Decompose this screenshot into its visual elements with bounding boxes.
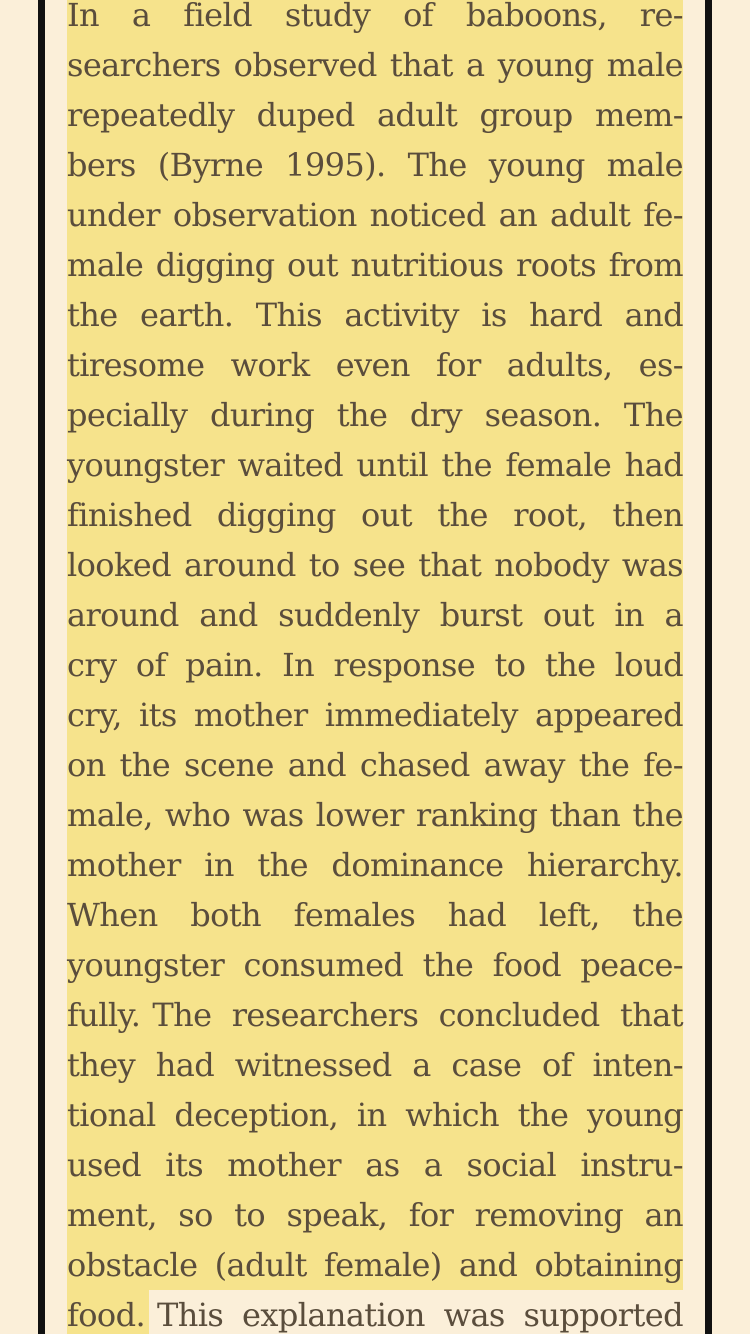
text-line[interactable]: finished digging out the root, then [67,490,683,540]
text-line[interactable]: mother in the dominance hierarchy. [67,840,683,890]
passage-text[interactable] [67,0,683,1334]
highlight-end-segment[interactable]: fully. [67,990,144,1040]
text-line[interactable]: obstacle (adult female) and obtaining [67,1240,683,1290]
text-line[interactable]: repeatedly duped adult group mem- [67,90,683,140]
text-line[interactable]: under observation noticed an adult fe- [67,190,683,240]
text-line[interactable]: youngster waited until the female had [67,440,683,490]
left-frame-border [38,0,45,1334]
text-line[interactable]: looked around to see that nobody was [67,540,683,590]
text-line[interactable]: tional deception, in which the young [67,1090,683,1140]
text-line[interactable]: the earth. This activity is hard and [67,290,683,340]
text-line[interactable]: In a field study of baboons, re- [67,0,683,40]
text-line[interactable]: cry, its mother immediately appeared [67,690,683,740]
text-line[interactable]: searchers observed that a young male [67,40,683,90]
text-line[interactable]: tiresome work even for adults, es- [67,340,683,390]
reader-page[interactable] [45,0,705,1334]
right-frame-border [705,0,712,1334]
text-line-highlight-break[interactable] [67,990,683,1040]
text-line[interactable]: they had witnessed a case of inten- [67,1040,683,1090]
text-line[interactable]: bers (Byrne 1995). The young male [67,140,683,190]
unhighlighted-segment[interactable]: This explanation was supported [149,1290,683,1334]
highlight-end-segment[interactable]: food. [67,1290,149,1334]
text-line[interactable]: male, who was lower ranking than the [67,790,683,840]
text-line[interactable]: ment, so to speak, for removing an [67,1190,683,1240]
text-line-highlight-end[interactable] [67,1290,683,1334]
text-line[interactable]: used its mother as a social instru- [67,1140,683,1190]
text-line[interactable]: on the scene and chased away the fe- [67,740,683,790]
text-line[interactable]: cry of pain. In response to the loud [67,640,683,690]
text-line[interactable]: pecially during the dry season. The [67,390,683,440]
text-line[interactable]: male digging out nutritious roots from [67,240,683,290]
highlight-start-segment[interactable]: The researchers concluded that [144,990,683,1040]
text-line[interactable]: around and suddenly burst out in a [67,590,683,640]
text-line[interactable]: youngster consumed the food peace- [67,940,683,990]
text-line[interactable]: When both females had left, the [67,890,683,940]
